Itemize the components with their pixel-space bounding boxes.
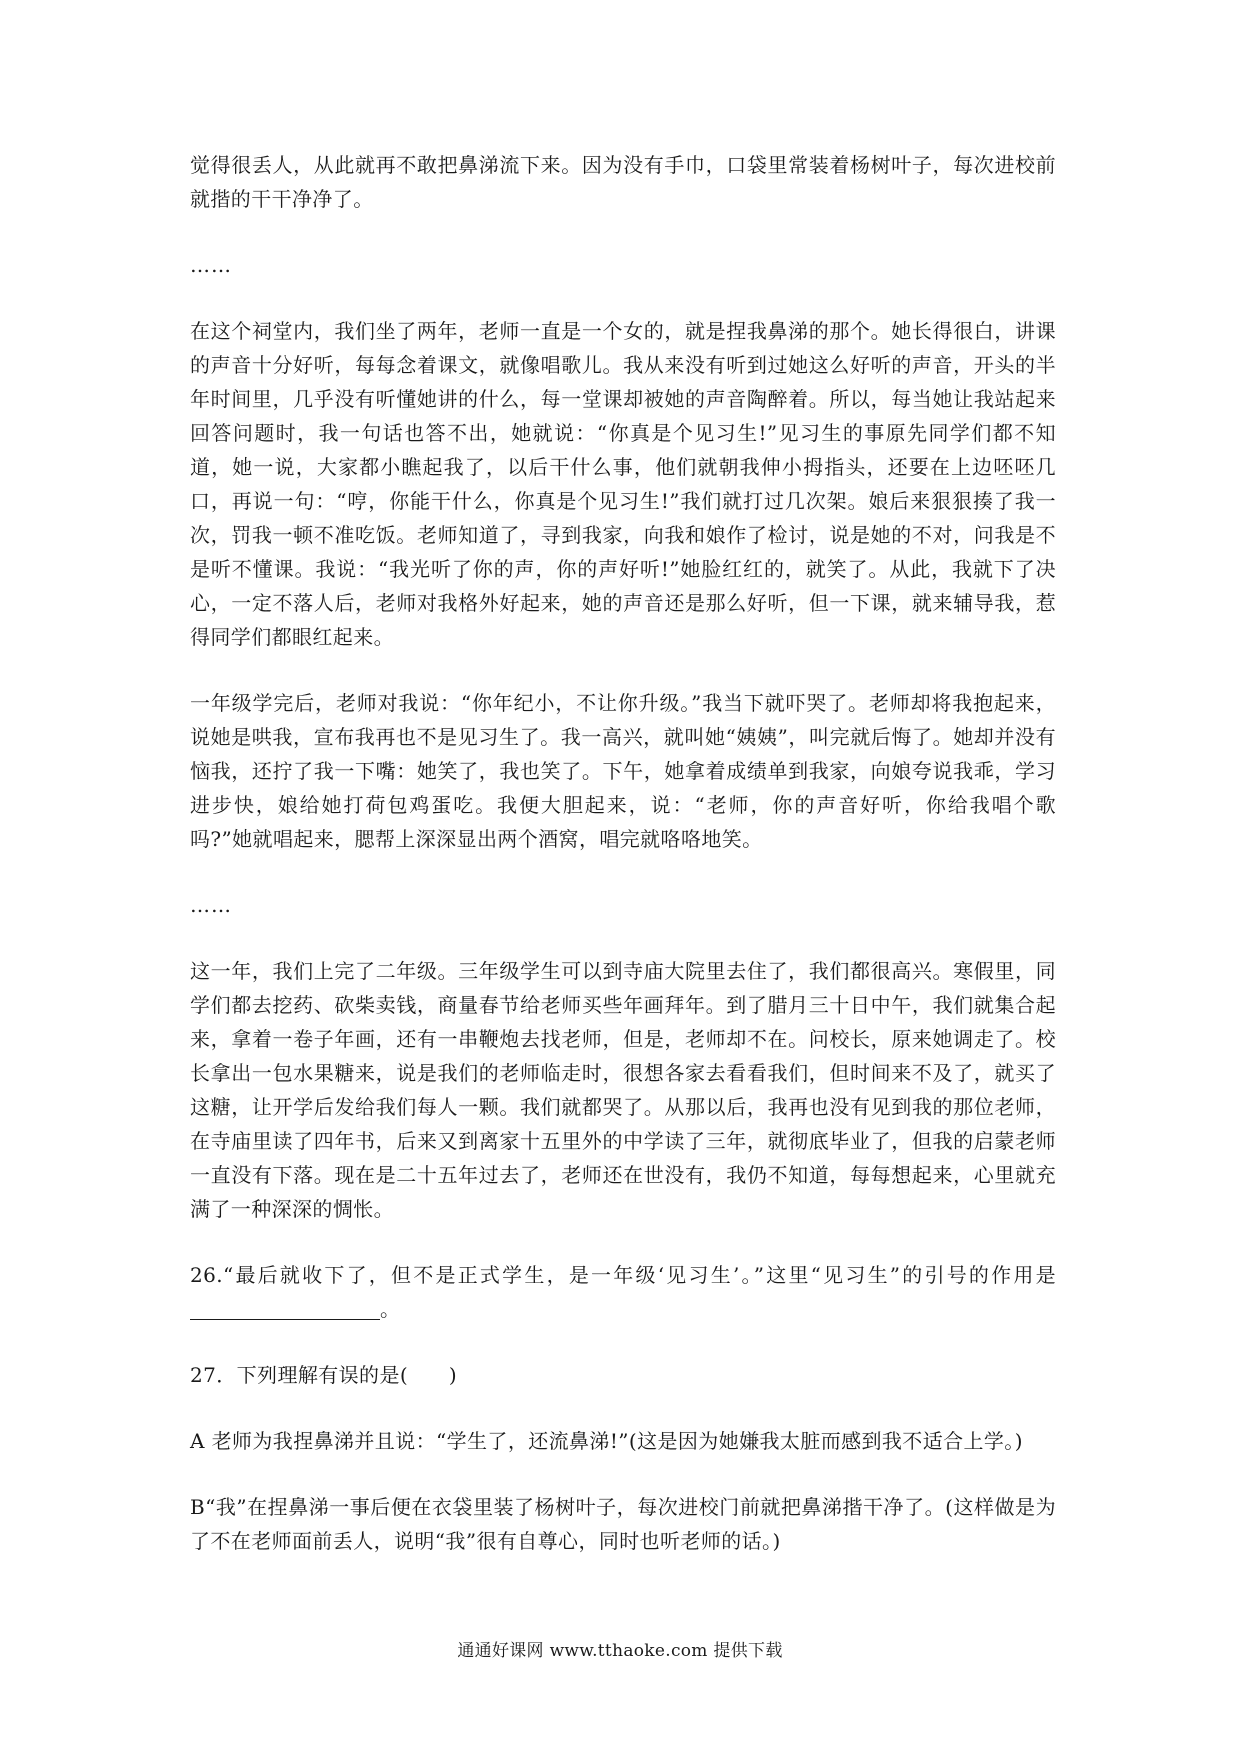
page-footer: 通通好课网 www.tthaoke.com 提供下载 — [457, 1641, 783, 1661]
question-27-option-a: A 老师为我捏鼻涕并且说：“学生了，还流鼻涕!”(这是因为她嫌我太脏而感到我不适合上学。) — [190, 1429, 1023, 1453]
document-body — [190, 148, 1056, 1590]
question-26 — [190, 1258, 1056, 1326]
ellipsis-1: …… — [190, 253, 232, 277]
paragraph-1: 觉得很丢人，从此就再不敢把鼻涕流下来。因为没有手巾，口袋里常装着杨树叶子，每次进校前就揩的干干净净了。 — [190, 153, 1056, 211]
paragraph-2: 在这个祠堂内，我们坐了两年，老师一直是一个女的，就是捏我鼻涕的那个。她长得很白，讲课的声音十分好听，每每念着课文，就像唱歌儿。我从来没有听到过她这么好听的声音，开头的半年时间里，几乎没有听懂她讲的什么，每一堂课却被她的声音陶醉着。所以，每当她让我站起来回答问题时，我一句话也答不出，她就说：“你真是个见习生!”见习生的事原先同学们都不知道，她一说，大家都小瞧起我了，以后干什么事，他们就朝我伸小拇指头，还要在上边呸呸几口，再说一句：“哼，你能干什么，你真是个见习生!”我们就打过几次架。娘后来狠狠揍了我一次，罚我一顿不准吃饭。老师知道了，寻到我家，向我和娘作了检讨，说是她的不对，问我是不是听不懂课。我说：“我光听了你的声，你的声好听!”她脸红红的，就笑了。从此，我就下了决心，一定不落人后，老师对我格外好起来，她的声音还是那么好听，但一下课，就来辅导我，惹得同学们都眼红起来。 — [190, 319, 1056, 649]
ellipsis-2: …… — [190, 893, 232, 917]
question-26-end: 。 — [380, 1297, 401, 1321]
answer-blank[interactable] — [190, 1297, 380, 1320]
question-27-option-b: B“我”在捏鼻涕一事后便在衣袋里装了杨树叶子，每次进校门前就把鼻涕揩干净了。(这样做是为了不在老师面前丢人，说明“我”很有自尊心，同时也听老师的话。) — [190, 1495, 1056, 1553]
question-27-stem: 27．下列理解有误的是( ) — [190, 1363, 458, 1387]
question-26-text: 26.“最后就收下了，但不是正式学生，是一年级‘见习生’。”这里“见习生”的引号的作用是 — [190, 1263, 1056, 1287]
paragraph-4: 这一年，我们上完了二年级。三年级学生可以到寺庙大院里去住了，我们都很高兴。寒假里，同学们都去挖药、砍柴卖钱，商量春节给老师买些年画拜年。到了腊月三十日中午，我们就集合起来，拿着一卷子年画，还有一串鞭炮去找老师，但是，老师却不在。问校长，原来她调走了。校长拿出一包水果糖来，说是我们的老师临走时，很想各家去看看我们，但时间来不及了，就买了这糖，让开学后发给我们每人一颗。我们就都哭了。从那以后，我再也没有见到我的那位老师，在寺庙里读了四年书，后来又到离家十五里外的中学读了三年，就彻底毕业了，但我的启蒙老师一直没有下落。现在是二十五年过去了，老师还在世没有，我仍不知道，每每想起来，心里就充满了一种深深的惆怅。 — [190, 959, 1056, 1221]
paragraph-3: 一年级学完后，老师对我说：“你年纪小，不让你升级。”我当下就吓哭了。老师却将我抱起来，说她是哄我，宣布我再也不是见习生了。我一高兴，就叫她“姨姨”，叫完就后悔了。她却并没有恼我，还拧了我一下嘴：她笑了，我也笑了。下午，她拿着成绩单到我家，向娘夸说我乖，学习进步快，娘给她打荷包鸡蛋吃。我便大胆起来，说：“老师，你的声音好听，你给我唱个歌吗?”她就唱起来，腮帮上深深显出两个酒窝，唱完就咯咯地笑。 — [190, 691, 1056, 851]
